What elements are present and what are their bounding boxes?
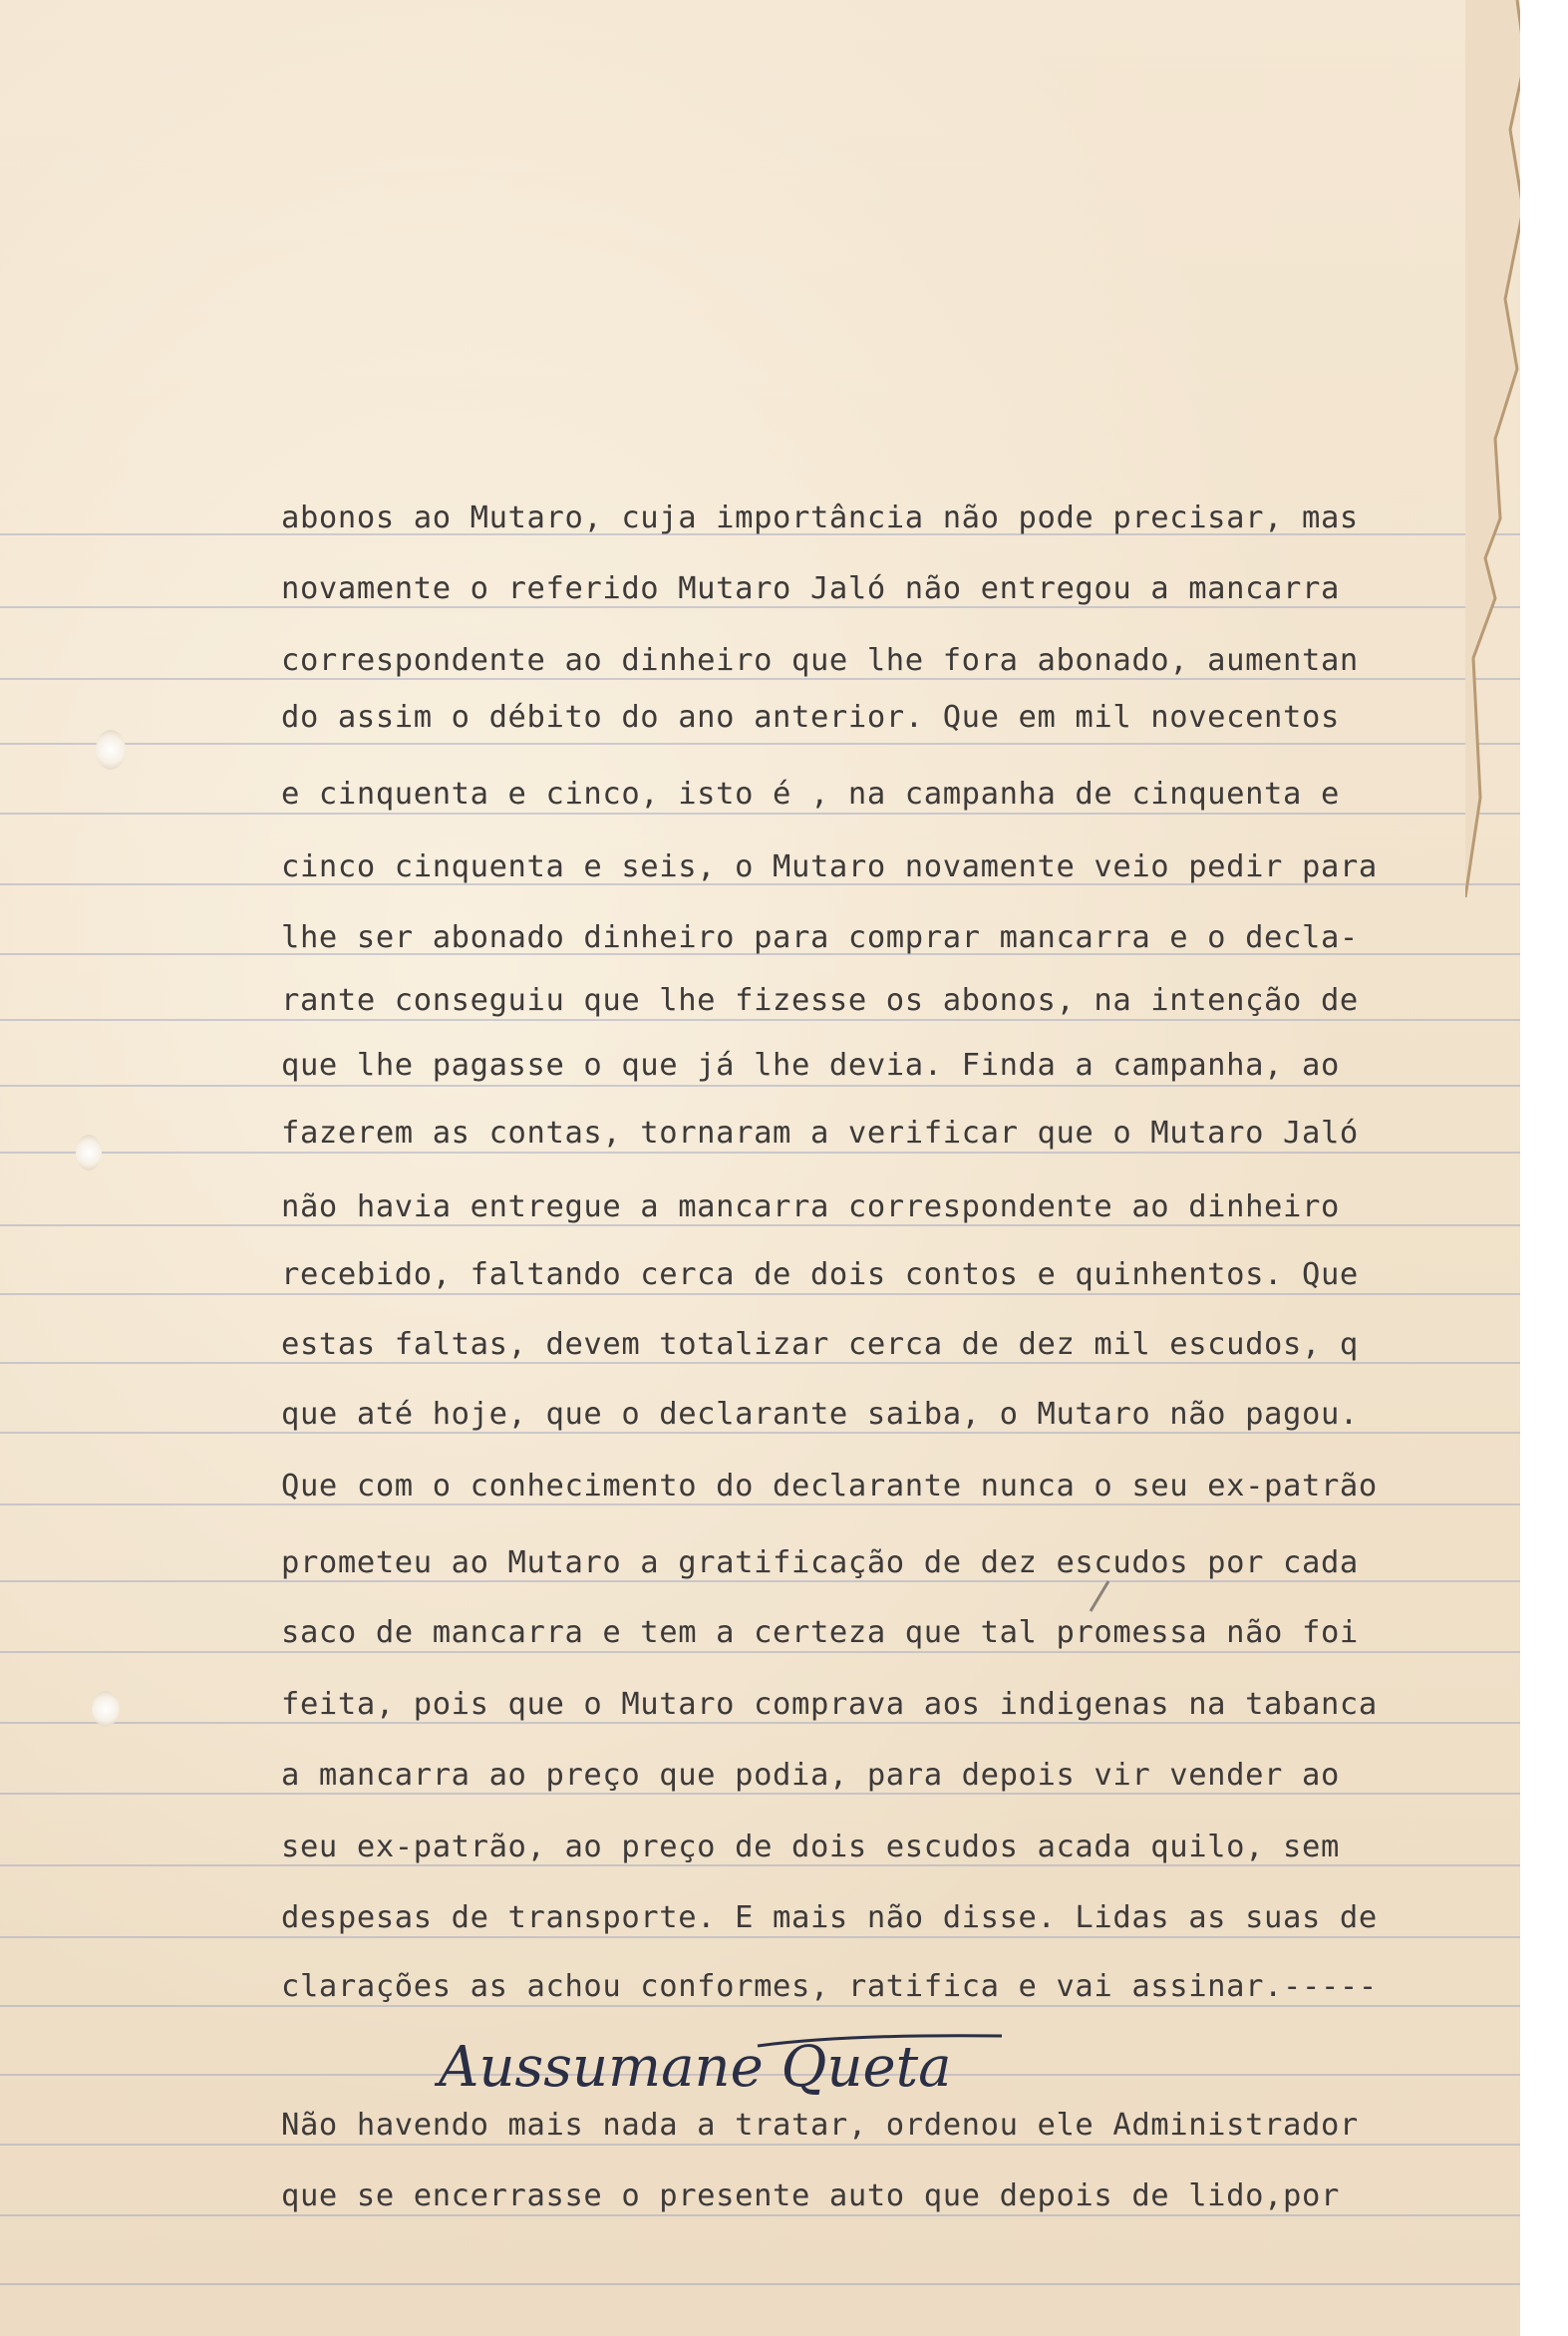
text-line: estas faltas, devem totalizar cerca de dez mil escudos, q: [281, 1327, 1359, 1362]
ruled-line: [0, 2005, 1520, 2007]
ruled-line: [0, 1293, 1520, 1295]
text-line: que lhe pagasse o que já lhe devia. Finda a campanha, ao: [281, 1048, 1340, 1083]
text-line: rante conseguiu que lhe fizesse os abonos, na intenção de: [281, 983, 1359, 1018]
text-line: abonos ao Mutaro, cuja importância não pode precisar, mas: [281, 501, 1359, 535]
signature-text: Aussumane Queta: [439, 2035, 952, 2100]
ruled-line: [0, 813, 1520, 815]
text-line: lhe ser abonado dinheiro para comprar mancarra e o decla-: [281, 920, 1359, 955]
punch-hole-middle: [76, 1135, 102, 1170]
text-line: fazerem as contas, tornaram a verificar que o Mutaro Jaló: [281, 1116, 1359, 1151]
text-line: do assim o débito do ano anterior. Que em mil novecentos: [281, 700, 1340, 735]
text-line: novamente o referido Mutaro Jaló não entregou a mancarra: [281, 571, 1340, 606]
text-line: despesas de transporte. E mais não disse. Lidas as suas de: [281, 1900, 1378, 1935]
punch-hole-top: [96, 730, 126, 770]
text-line: cinco cinquenta e seis, o Mutaro novamente veio pedir para: [281, 849, 1378, 884]
text-line: Que com o conhecimento do declarante nunca o seu ex-patrão: [281, 1469, 1378, 1503]
ruled-line: [0, 1936, 1520, 1938]
text-line: saco de mancarra e tem a certeza que tal promessa não foi: [281, 1615, 1359, 1650]
text-line: que até hoje, que o declarante saiba, o Mutaro não pagou.: [281, 1397, 1359, 1432]
text-line: clarações as achou conformes, ratifica e vai assinar.-----: [281, 1969, 1378, 2004]
torn-paper-edge: [1465, 0, 1520, 2336]
closing-line: que se encerrasse o presente auto que depois de lido,por: [281, 2178, 1340, 2213]
ruled-line: [0, 1085, 1520, 1087]
punch-hole-bottom: [92, 1691, 120, 1727]
ruled-line: [0, 1152, 1520, 1154]
handwritten-signature: [429, 2024, 1027, 2114]
ruled-line: [0, 2144, 1520, 2146]
text-line: feita, pois que o Mutaro comprava aos indigenas na tabanca: [281, 1687, 1378, 1722]
ruled-line: [0, 1019, 1520, 1021]
text-line: e cinquenta e cinco, isto é , na campanha de cinquenta e: [281, 777, 1340, 812]
text-line: a mancarra ao preço que podia, para depois vir vender ao: [281, 1758, 1340, 1793]
ruled-line: [0, 2214, 1520, 2216]
text-line: correspondente ao dinheiro que lhe fora abonado, aumentan: [281, 643, 1359, 678]
text-line: não havia entregue a mancarra correspondente ao dinheiro: [281, 1189, 1340, 1224]
text-line: seu ex-patrão, ao preço de dois escudos acada quilo, sem: [281, 1830, 1340, 1864]
text-line: recebido, faltando cerca de dois contos e quinhentos. Que: [281, 1257, 1359, 1292]
closing-line: Não havendo mais nada a tratar, ordenou ele Administrador: [281, 2108, 1359, 2143]
ruled-line: [0, 743, 1520, 745]
text-line: prometeu ao Mutaro a gratificação de dez escudos por cada: [281, 1545, 1359, 1580]
ruled-line: [0, 2283, 1520, 2285]
pen-mark: [1087, 1575, 1116, 1615]
ruled-line: [0, 1651, 1520, 1653]
